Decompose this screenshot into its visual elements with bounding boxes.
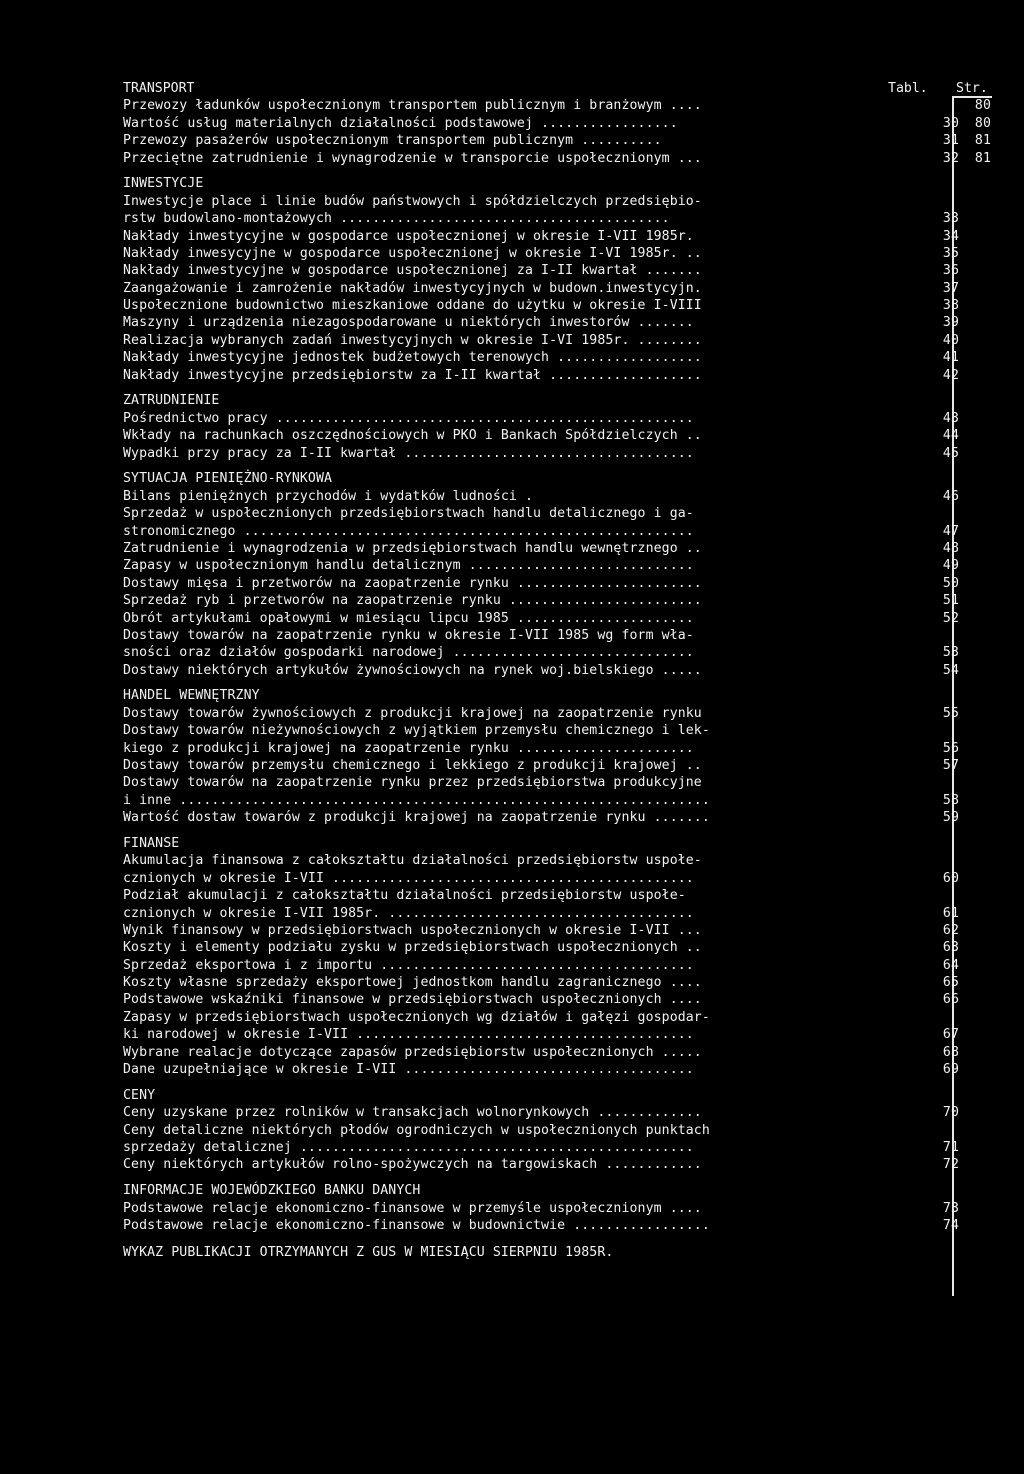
list-item xyxy=(123,523,963,540)
section-title: HANDEL WEWNĘTRZNY xyxy=(123,688,260,704)
list-item xyxy=(123,870,963,887)
entry-text: Inwestycje place i linie budów państwowych i spółdzielczych przedsiębio- xyxy=(123,193,702,209)
list-item xyxy=(123,1044,963,1061)
table-number: 53 xyxy=(942,645,959,661)
entry-text: Ceny uzyskane przez rolników w transakcjach wolnorynkowych ............. xyxy=(123,1105,702,1121)
list-item xyxy=(123,905,963,922)
table-number: 57 xyxy=(942,758,959,774)
entry-text: Nakłady inwestycyjne przedsiębiorstw za I-II kwartał ................... xyxy=(123,367,702,383)
list-item xyxy=(123,922,963,939)
section xyxy=(123,392,963,462)
entry-text: Maszyny i urządzenia niezagospodarowane u niektórych inwestorów ....... xyxy=(123,315,694,331)
table-number: 34 xyxy=(942,228,959,244)
list-item xyxy=(123,887,963,904)
page-number: 80 xyxy=(974,98,991,114)
section-title: SYTUACJA PIENIĘŻNO-RYNKOWA xyxy=(123,471,333,487)
table-number: 61 xyxy=(942,905,959,921)
entry-text: kiego z produkcji krajowej na zaopatrzenie rynku ...................... xyxy=(123,740,694,756)
table-number: 39 xyxy=(942,315,959,331)
transport-heading: TRANSPORT xyxy=(123,81,195,96)
table-number: 48 xyxy=(942,540,959,556)
entry-text: Zaangażowanie i zamrożenie nakładów inwestycyjnych w budown.inwestycyjn. xyxy=(123,280,702,296)
table-number: 60 xyxy=(942,870,959,886)
entry-text: ki narodowej w okresie I-VII .......................................... xyxy=(123,1027,694,1043)
list-item xyxy=(123,722,963,739)
entry-text: Koszty i elementy podziału zysku w przedsiębiorstwach uspołecznionych .. xyxy=(123,940,702,956)
list-item xyxy=(123,939,963,956)
table-number: 72 xyxy=(942,1157,959,1173)
entry-text: Podział akumulacji z całokształtu działalności przedsiębiorstw uspołe- xyxy=(123,888,686,904)
list-item xyxy=(123,1139,963,1156)
entry-text: Wypadki przy pracy za I-II kwartał .................................... xyxy=(123,445,694,461)
table-number: 55 xyxy=(942,705,959,721)
page-number: 81 xyxy=(974,133,991,149)
page-number: 81 xyxy=(974,150,991,166)
table-number: 41 xyxy=(942,350,959,366)
list-item xyxy=(123,774,963,791)
list-item xyxy=(123,297,963,314)
list-item xyxy=(123,280,963,297)
entry-text: Pośrednictwo pracy .................................................... xyxy=(123,410,694,426)
section xyxy=(123,175,963,384)
section xyxy=(123,687,963,826)
entry-text: Wartość dostaw towarów z produkcji krajowej na zaopatrzenie rynku ....... xyxy=(123,810,710,826)
table-number: 64 xyxy=(942,957,959,973)
list-item xyxy=(123,705,963,722)
entry-text: Podstawowe relacje ekonomiczno-finansowe w budownictwie ................. xyxy=(123,1217,710,1233)
list-item xyxy=(123,974,963,991)
list-item xyxy=(123,610,963,627)
list-item xyxy=(123,427,963,444)
list-item xyxy=(123,540,963,557)
table-number: 73 xyxy=(942,1200,959,1216)
list-item xyxy=(123,740,963,757)
entry-text: Dostawy towarów na zaopatrzenie rynku przez przedsiębiorstwa produkcyjne xyxy=(123,775,702,791)
entry-text: Nakłady inwesycyjne w gospodarce uspołecznionej w okresie I-VI 1985r. .. xyxy=(123,245,702,261)
list-item xyxy=(123,193,963,210)
table-number: 59 xyxy=(942,810,959,826)
list-item xyxy=(123,1122,963,1139)
section xyxy=(123,835,963,1078)
list-item xyxy=(123,245,963,262)
entry-text: sprzedaży detalicznej ................................................. xyxy=(123,1140,694,1155)
table-number: 66 xyxy=(942,992,959,1008)
tabl-column-header: Tabl. xyxy=(888,81,928,96)
list-item xyxy=(123,575,963,592)
table-number: 70 xyxy=(942,1105,959,1121)
entry-text: Zapasy w przedsiębiorstwach uspołecznionych wg działów i gałęzi gospodar- xyxy=(123,1009,710,1025)
list-item xyxy=(123,262,963,279)
table-number: 33 xyxy=(942,211,959,227)
entry-text: Sprzedaż w uspołecznionych przedsiębiorstwach handlu detalicznego i ga- xyxy=(123,506,694,522)
section-title: INWESTYCJE xyxy=(123,176,204,192)
entry-text: Dostawy towarów nieżywnościowych z wyjątkiem przemysłu chemicznego i lek- xyxy=(123,723,710,739)
entry-text: sności oraz działów gospodarki narodowej .............................. xyxy=(123,645,694,661)
table-number: 69 xyxy=(942,1062,959,1078)
table-number: 40 xyxy=(942,332,959,348)
list-item xyxy=(123,349,963,366)
page-number: 80 xyxy=(974,115,991,131)
table-number: 63 xyxy=(942,940,959,956)
entry-text: Uspołecznione budownictwo mieszkaniowe oddane do użytku w okresie I-VIII xyxy=(123,298,702,314)
table-number: 37 xyxy=(942,280,959,296)
table-number: 43 xyxy=(942,410,959,426)
list-item xyxy=(123,1156,963,1173)
entry-text: Przewozy pasażerów uspołecznionym transportem publicznym .......... xyxy=(123,133,662,149)
section-title: CENY xyxy=(123,1087,156,1103)
list-item xyxy=(123,662,963,679)
list-item xyxy=(123,627,963,644)
list-item xyxy=(123,592,963,609)
entry-text: cznionych w okresie I-VII ............................................. xyxy=(123,870,694,886)
list-item xyxy=(123,644,963,661)
table-number: 36 xyxy=(942,263,959,279)
entry-text: Wybrane realacje dotyczące zapasów przedsiębiorstw uspołecznionych ..... xyxy=(123,1044,702,1060)
table-number: 58 xyxy=(942,792,959,808)
list-item xyxy=(123,991,963,1008)
entry-text: Podstawowe relacje ekonomiczno-finansowe w przemyśle uspołecznionym .... xyxy=(123,1200,702,1216)
entry-text: Zapasy w uspołecznionym handlu detalicznym ............................ xyxy=(123,558,694,574)
table-number: 47 xyxy=(942,523,959,539)
list-item xyxy=(123,505,963,522)
entry-text: Realizacja wybranych zadań inwestycyjnych w okresie I-VI 1985r. ........ xyxy=(123,332,702,348)
entry-text: Dostawy mięsa i przetworów na zaopatrzenie rynku ....................... xyxy=(123,575,702,591)
table-number: 56 xyxy=(942,740,959,756)
str-column-header: Str. xyxy=(956,81,988,96)
table-number: 51 xyxy=(942,593,959,609)
table-of-contents xyxy=(123,80,991,1262)
list-item xyxy=(123,97,991,114)
table-number: 35 xyxy=(942,245,959,261)
entry-text: Wartość usług materialnych działalności podstawowej ................. xyxy=(123,115,678,131)
list-item xyxy=(123,445,963,462)
entry-text: Podstawowe wskaźniki finansowe w przedsiębiorstwach uspołecznionych .... xyxy=(123,992,702,1008)
entry-text: Zatrudnienie i wynagrodzenia w przedsiębiorstwach handlu wewnętrznego .. xyxy=(123,540,702,556)
list-item xyxy=(123,852,963,869)
entry-text: Akumulacja finansowa z całokształtu działalności przedsiębiorstw uspołe- xyxy=(123,853,702,869)
entry-text: Sprzedaż eksportowa i z importu ....................................... xyxy=(123,957,694,973)
table-number: 42 xyxy=(942,367,959,383)
table-number: 74 xyxy=(942,1217,959,1233)
table-number: 54 xyxy=(942,662,959,678)
entry-text: Nakłady inwestycyjne jednostek budżetowych terenowych .................. xyxy=(123,350,702,366)
table-number: 71 xyxy=(942,1140,959,1155)
table-number: 62 xyxy=(942,922,959,938)
table-number: 44 xyxy=(942,428,959,444)
section xyxy=(123,97,991,167)
entry-text: Nakłady inwestycyjne w gospodarce uspołecznionej za I-II kwartał ....... xyxy=(123,263,702,279)
list-item xyxy=(123,792,963,809)
section xyxy=(123,470,963,679)
table-number: 30 xyxy=(942,115,959,131)
list-item xyxy=(123,1200,963,1217)
entry-text: Dostawy towarów przemysłu chemicznego i lekkiego z produkcji krajowej .. xyxy=(123,758,702,774)
entry-text: cznionych w okresie I-VII 1985r. ...................................... xyxy=(123,905,694,921)
list-item xyxy=(123,1061,963,1078)
table-number: 45 xyxy=(942,445,959,461)
table-number: 50 xyxy=(942,575,959,591)
list-item xyxy=(123,1009,963,1026)
entry-text: i inne .................................................................. xyxy=(123,792,710,808)
table-number: 31 xyxy=(942,133,959,149)
section-title: INFORMACJE WOJEWÓDZKIEGO BANKU DANYCH xyxy=(123,1183,421,1199)
table-number: 46 xyxy=(942,488,959,504)
table-number: 67 xyxy=(942,1027,959,1043)
entry-text: Sprzedaż ryb i przetworów na zaopatrzenie rynku ........................ xyxy=(123,593,702,609)
entry-text: stronomicznego ........................................................ xyxy=(123,523,694,539)
list-item xyxy=(123,1217,963,1234)
entry-text: Dostawy towarów na zaopatrzenie rynku w okresie I-VII 1985 wg form wła- xyxy=(123,627,694,643)
entry-text: Obrót artykułami opałowymi w miesiącu lipcu 1985 ...................... xyxy=(123,610,694,626)
section xyxy=(123,1182,963,1234)
entry-text: Przeciętne zatrudnienie i wynagrodzenie w transporcie uspołecznionym ... xyxy=(123,150,702,166)
list-item xyxy=(123,210,963,227)
list-item xyxy=(123,314,963,331)
list-item xyxy=(123,757,963,774)
entry-text: Koszty własne sprzedaży eksportowej jednostkom handlu zagranicznego .... xyxy=(123,975,702,991)
list-item xyxy=(123,332,963,349)
list-item xyxy=(123,150,991,167)
list-item xyxy=(123,115,991,132)
list-item xyxy=(123,957,963,974)
table-number: 32 xyxy=(942,150,959,166)
entry-text: Wkłady na rachunkach oszczędnościowych w PKO i Bankach Spółdzielczych .. xyxy=(123,428,702,444)
entry-text: Dane uzupełniające w okresie I-VII .................................... xyxy=(123,1062,694,1078)
table-number: 68 xyxy=(942,1044,959,1060)
entry-text: Dostawy towarów żywnościowych z produkcji krajowej na zaopatrzenie rynku xyxy=(123,705,702,721)
entry-text: Ceny niektórych artykułów rolno-spożywczych na targowiskach ............ xyxy=(123,1157,702,1173)
list-item xyxy=(123,367,963,384)
entry-text: Ceny detaliczne niektórych płodów ogrodniczych w uspołecznionych punktach xyxy=(123,1122,710,1138)
section-title: FINANSE xyxy=(123,835,180,851)
table-number: 49 xyxy=(942,558,959,574)
section-title: ZATRUDNIENIE xyxy=(123,393,220,409)
entry-text: Nakłady inwestycyjne w gospodarce uspołecznionej w okresie I-VII 1985r. xyxy=(123,228,694,244)
footer-note: WYKAZ PUBLIKACJI OTRZYMANYCH Z GUS W MIESIĄCU SIERPNIU 1985R. xyxy=(123,1245,614,1261)
list-item xyxy=(123,488,963,505)
entry-text: Wynik finansowy w przedsiębiorstwach uspołecznionych w okresie I-VII ... xyxy=(123,922,702,938)
list-item xyxy=(123,410,963,427)
section xyxy=(123,1087,963,1174)
table-number: 65 xyxy=(942,975,959,991)
table-number: 52 xyxy=(942,610,959,626)
entry-text: Dostawy niektórych artykułów żywnościowych na rynek woj.bielskiego ..... xyxy=(123,662,702,678)
list-item xyxy=(123,228,963,245)
table-number: 38 xyxy=(942,298,959,314)
entry-text: Bilans pieniężnych przychodów i wydatków ludności . xyxy=(123,488,534,504)
list-item xyxy=(123,1026,963,1043)
list-item xyxy=(123,132,991,149)
list-item xyxy=(123,809,963,826)
list-item xyxy=(123,1104,963,1121)
list-item xyxy=(123,557,963,574)
entry-text: rstw budowlano-montażowych ......................................... xyxy=(123,211,670,227)
entry-text: Przewozy ładunków uspołecznionym transportem publicznym i branżowym .... xyxy=(123,98,702,114)
